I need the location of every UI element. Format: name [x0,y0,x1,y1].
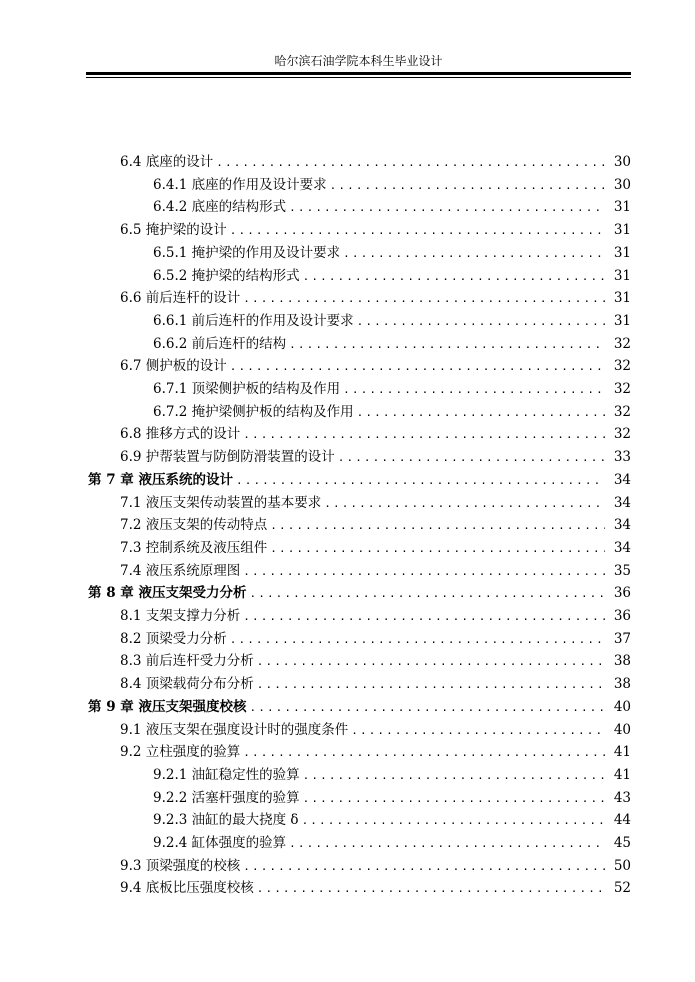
toc-leader-dots [243,288,605,310]
toc-entry[interactable] [153,265,631,287]
toc-leader-dots [250,583,606,605]
toc-entry-label: 6.7.1 顶梁侧护板的结构及作用 [153,381,341,397]
toc-entry-label: 9.4 底板比压强度校核 [120,880,254,897]
toc-entry[interactable] [153,832,631,854]
toc-entry-label: 6.7.2 掩护梁侧护板的结构及作用 [153,403,354,420]
toc-entry-label: 7.1 液压支架传动装置的基本要求 [120,494,322,511]
toc-entry-page: 40 [613,698,631,715]
toc-entry-page: 41 [613,744,631,761]
toc-entry-page: 38 [613,676,631,693]
toc-entry[interactable] [120,219,631,241]
toc-leader-dots [257,651,605,673]
toc-leader-dots [270,538,605,560]
toc-leader-dots [303,788,605,810]
toc-entry-label: 6.6 前后连杆的设计 [120,290,241,307]
toc-entry[interactable] [153,787,631,809]
toc-entry-label: 9.2 立柱强度的验算 [120,744,241,761]
toc-entry[interactable] [120,355,631,377]
toc-entry[interactable] [120,514,631,536]
toc-entry[interactable] [153,809,631,831]
toc-entry-label: 第 9 章 液压支架强度校核 [88,698,247,715]
toc-entry-page: 45 [613,835,631,851]
toc-entry-label: 7.4 液压系统原理图 [120,562,241,579]
toc-entry-label: 第 7 章 液压系统的设计 [88,471,233,488]
toc-leader-dots [289,334,605,356]
toc-entry[interactable] [153,174,631,196]
toc-entry-label: 8.2 顶梁受力分析 [120,630,227,647]
toc-leader-dots [216,152,605,174]
toc-entry[interactable] [120,560,631,582]
toc-leader-dots [351,720,605,742]
toc-leader-dots [330,175,605,197]
toc-leader-dots [303,266,605,288]
toc-leader-dots [343,379,605,401]
toc-entry-label: 8.4 顶梁载荷分布分析 [120,676,254,693]
toc-entry-page: 40 [613,721,631,738]
toc-entry-label: 第 8 章 液压支架受力分析 [88,585,247,602]
toc-entry[interactable] [153,764,631,786]
toc-leader-dots [343,243,605,265]
toc-entry-page: 36 [613,608,631,624]
header-rule-thin [86,77,631,78]
toc-leader-dots [257,674,605,696]
toc-entry[interactable] [120,628,631,650]
toc-leader-dots [303,765,605,787]
toc-entry-label: 6.4.2 底座的结构形式 [153,199,287,216]
toc-entry-page: 34 [613,471,631,488]
toc-entry-page: 36 [613,585,631,602]
toc-entry-label: 6.5 掩护梁的设计 [120,222,227,239]
toc-entry[interactable] [120,877,631,899]
toc-entry[interactable] [120,492,631,514]
toc-leader-dots [250,697,606,719]
toc-entry[interactable] [88,469,631,491]
toc-entry[interactable] [120,151,631,173]
toc-leader-dots [302,810,605,832]
toc-entry-label: 6.5.2 掩护梁的结构形式 [153,267,300,284]
toc-leader-dots [243,856,605,878]
toc-leader-dots [243,742,605,764]
toc-entry-label: 6.6.1 前后连杆的作用及设计要求 [153,312,354,329]
toc-entry-page: 37 [613,630,631,647]
toc-entry-page: 33 [613,449,631,466]
toc-leader-dots [289,197,605,219]
toc-entry[interactable] [120,287,631,309]
toc-leader-dots [289,833,605,855]
toc-entry[interactable] [153,401,631,423]
toc-entry-label: 9.2.3 油缸的最大挠度 δ [153,812,299,829]
toc-entry[interactable] [120,423,631,445]
toc-entry[interactable] [153,242,631,264]
toc-leader-dots [230,220,605,242]
toc-entry[interactable] [120,605,631,627]
toc-entry-page: 30 [613,176,631,193]
toc-entry-page: 30 [613,154,631,170]
toc-leader-dots [324,493,605,515]
toc-entry[interactable] [120,446,631,468]
toc-leader-dots [338,447,605,469]
toc-entry[interactable] [153,333,631,355]
toc-leader-dots [270,515,605,537]
toc-entry-page: 31 [613,222,631,239]
toc-leader-dots [357,402,605,424]
toc-entry-label: 9.2.2 活塞杆强度的验算 [153,789,300,806]
toc-leader-dots [236,470,605,492]
page-header: 哈尔滨石油学院本科生毕业设计 [274,54,443,68]
toc-entry-page: 32 [613,403,631,420]
toc-entry-page: 32 [613,381,631,397]
toc-entry-page: 44 [613,812,631,829]
toc-entry-label: 6.5.1 掩护梁的作用及设计要求 [153,244,341,261]
toc-entry[interactable] [88,696,631,718]
toc-entry-label: 8.3 前后连杆受力分析 [120,653,254,670]
toc-entry[interactable] [153,378,631,400]
toc-entry-label: 9.2.1 油缸稳定性的验算 [153,766,300,783]
header-rule-thick [86,72,631,75]
toc-leader-dots [357,311,605,333]
toc-entry-label: 6.9 护帮装置与防倒防滑装置的设计 [120,449,335,466]
toc-leader-dots [230,629,605,651]
toc-entry-label: 6.4 底座的设计 [120,154,214,170]
toc-entry[interactable] [120,650,631,672]
toc-leader-dots [257,878,605,900]
toc-entry-page: 31 [613,199,631,216]
toc-entry-page: 50 [613,857,631,874]
toc-entry[interactable] [120,719,631,741]
toc-entry-label: 6.4.1 底座的作用及设计要求 [153,176,327,193]
toc-entry-page: 31 [613,244,631,261]
toc-entry-label: 9.3 顶梁强度的校核 [120,857,241,874]
toc-entry[interactable] [120,537,631,559]
toc-entry[interactable] [120,741,631,763]
toc-entry-label: 6.7 侧护板的设计 [120,358,227,375]
toc-entry-label: 7.2 液压支架的传动特点 [120,517,268,534]
toc-entry[interactable] [88,582,631,604]
toc-entry-page: 31 [613,312,631,329]
toc-entry-page: 31 [613,267,631,284]
toc-leader-dots [243,424,605,446]
toc-entry-page: 31 [613,290,631,307]
toc-entry-label: 7.3 控制系统及液压组件 [120,539,268,556]
toc-entry-page: 32 [613,335,631,352]
toc-entry[interactable] [153,196,631,218]
toc-leader-dots [243,561,605,583]
toc-entry-page: 34 [613,517,631,534]
toc-entry[interactable] [120,855,631,877]
toc-entry-page: 34 [613,539,631,556]
toc-entry-page: 38 [613,653,631,670]
toc-entry-page: 34 [613,494,631,511]
toc-entry-label: 6.8 推移方式的设计 [120,426,241,443]
toc-entry-page: 41 [613,766,631,783]
toc-entry-page: 43 [613,789,631,806]
toc-entry-page: 32 [613,426,631,443]
toc-leader-dots [243,606,605,628]
toc-entry-label: 9.1 液压支架在强度设计时的强度条件 [120,721,349,738]
toc-leader-dots [230,356,605,378]
toc-entry-label: 6.6.2 前后连杆的结构 [153,335,287,352]
toc-entry-label: 8.1 支架支撑力分析 [120,608,241,624]
toc-entry-page: 32 [613,358,631,375]
toc-entry[interactable] [153,310,631,332]
toc-entry-label: 9.2.4 缸体强度的验算 [153,835,287,851]
toc-entry-page: 35 [613,562,631,579]
toc-entry[interactable] [120,673,631,695]
toc-entry-page: 52 [613,880,631,897]
